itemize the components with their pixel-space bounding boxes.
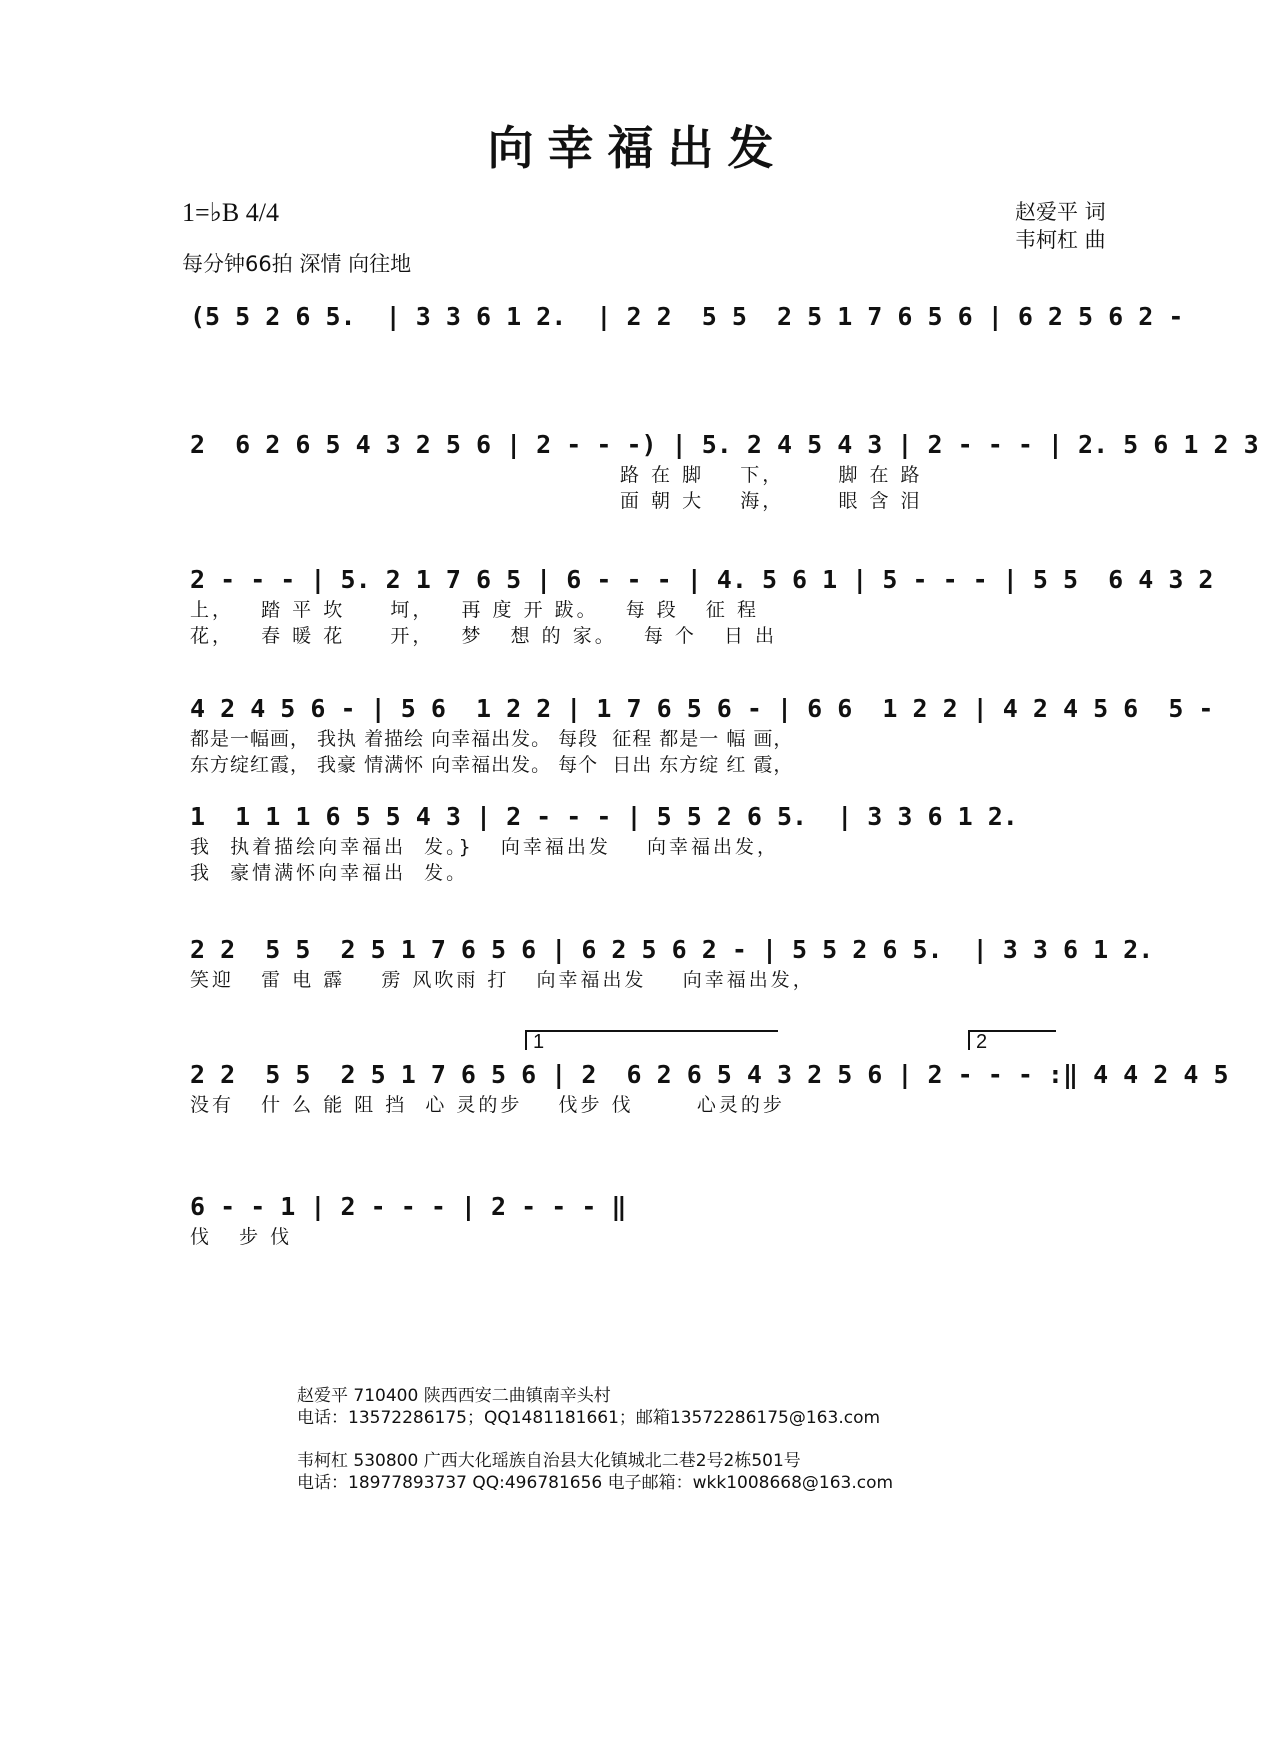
lyrics-verse-2: 花， 春 暖 花 开， 梦 想 的 家。 每 个 日 出: [190, 625, 778, 647]
lyrics-verse-1: [190, 334, 1140, 360]
notation-line: 2 2 5 5 2 5 1 7 6 5 6 | 6 2 5 6 2 - | 5 5 2 6 5. | 3 3 6 1 2.: [190, 935, 1154, 964]
score-system-2: [190, 428, 1259, 514]
lyricist: 赵爱平 词: [1015, 200, 1106, 224]
lyrics-verse-2: 面 朝 大 海， 眼 含 泪: [620, 490, 923, 512]
notation-line: 4 2 4 5 6 - | 5 6 1 2 2 | 1 7 6 5 6 - | 6 6 1 2 2 | 4 2 4 5 6 5 -: [190, 694, 1214, 723]
lyrics-verse-1: 都是一幅画， 我执 着描绘 向幸福出发。 每段 征程 都是一 幅 画，: [190, 728, 794, 750]
lyrics-verse-2: 东方绽红霞， 我豪 情满怀 向幸福出发。 每个 日出 东方绽 红 霞，: [190, 754, 794, 776]
tempo-marking: 每分钟66拍 深情 向往地: [182, 252, 412, 276]
second-ending-bracket: 2: [968, 1030, 1056, 1050]
score-system-7: [190, 1058, 1229, 1118]
notation-line: 6 - - 1 | 2 - - - | 2 - - - ‖: [190, 1192, 627, 1221]
contact-composer: [297, 1450, 893, 1494]
contact-phone: 电话：13572286175；QQ1481181661；邮箱13572286175@163.com: [297, 1408, 881, 1428]
composer: 韦柯杠 曲: [1015, 228, 1106, 252]
song-title: 向幸福出发: [487, 121, 788, 175]
lyrics-verse-1: 伐 步 伐: [190, 1226, 293, 1248]
score-system-6: [190, 933, 1154, 993]
contact-phone: 电话：18977893737 QQ:496781656 电子邮箱：wkk1008668@163.com: [297, 1473, 894, 1493]
score-system-8: [190, 1190, 1140, 1250]
lyrics-verse-1: 上， 踏 平 坎 坷， 再 度 开 跋。 每 段 征 程: [190, 599, 759, 621]
lyrics-verse-1: 笑迎 雷 电 霹 雳 风吹雨 打 向幸福出发 向幸福出发，: [190, 969, 815, 991]
key-signature: 1=♭B 4/4: [182, 198, 279, 227]
contact-address: 韦柯杠 530800 广西大化瑶族自治县大化镇城北二巷2号2栋501号: [297, 1451, 801, 1471]
credits: [1015, 198, 1106, 254]
lyrics-verse-1: 路 在 脚 下， 脚 在 路: [620, 464, 923, 486]
score-system-5: [190, 800, 1140, 886]
contact-address: 赵爱平 710400 陕西西安二曲镇南辛头村: [297, 1386, 611, 1406]
notation-line: (5 5 2 6 5. | 3 3 6 1 2. | 2 2 5 5 2 5 1 7 6 5 6 | 6 2 5 6 2 -: [190, 302, 1184, 331]
notation-line: 2 2 5 5 2 5 1 7 6 5 6 | 2 6 2 6 5 4 3 2 5 6 | 2 - - - :‖ 4 4 2 4 5: [190, 1060, 1229, 1089]
notation-line: 2 6 2 6 5 4 3 2 5 6 | 2 - - -) | 5. 2 4 5 4 3 | 2 - - - | 2. 5 6 1 2 3: [190, 430, 1259, 459]
lyrics-verse-2: 我 豪情满怀向幸福出 发。: [190, 862, 469, 884]
score-system-4: [190, 692, 1214, 778]
lyrics-verse-1: 我 执着描绘向幸福出 发。} 向幸福出发 向幸福出发，: [190, 836, 780, 858]
lyrics-verse-1: 没有 什 么 能 阻 挡 心 灵的步 伐步 伐 心灵的步: [190, 1094, 785, 1116]
score-system-1: [190, 300, 1184, 360]
notation-line: 2 - - - | 5. 2 1 7 6 5 | 6 - - - | 4. 5 6 1 | 5 - - - | 5 5 6 4 3 2: [190, 565, 1214, 594]
score-system-3: [190, 563, 1214, 649]
first-ending-bracket: 1: [525, 1030, 778, 1050]
contact-lyricist: [297, 1385, 880, 1429]
notation-line: 1 1 1 1 6 5 5 4 3 | 2 - - - | 5 5 2 6 5. | 3 3 6 1 2.: [190, 802, 1018, 831]
